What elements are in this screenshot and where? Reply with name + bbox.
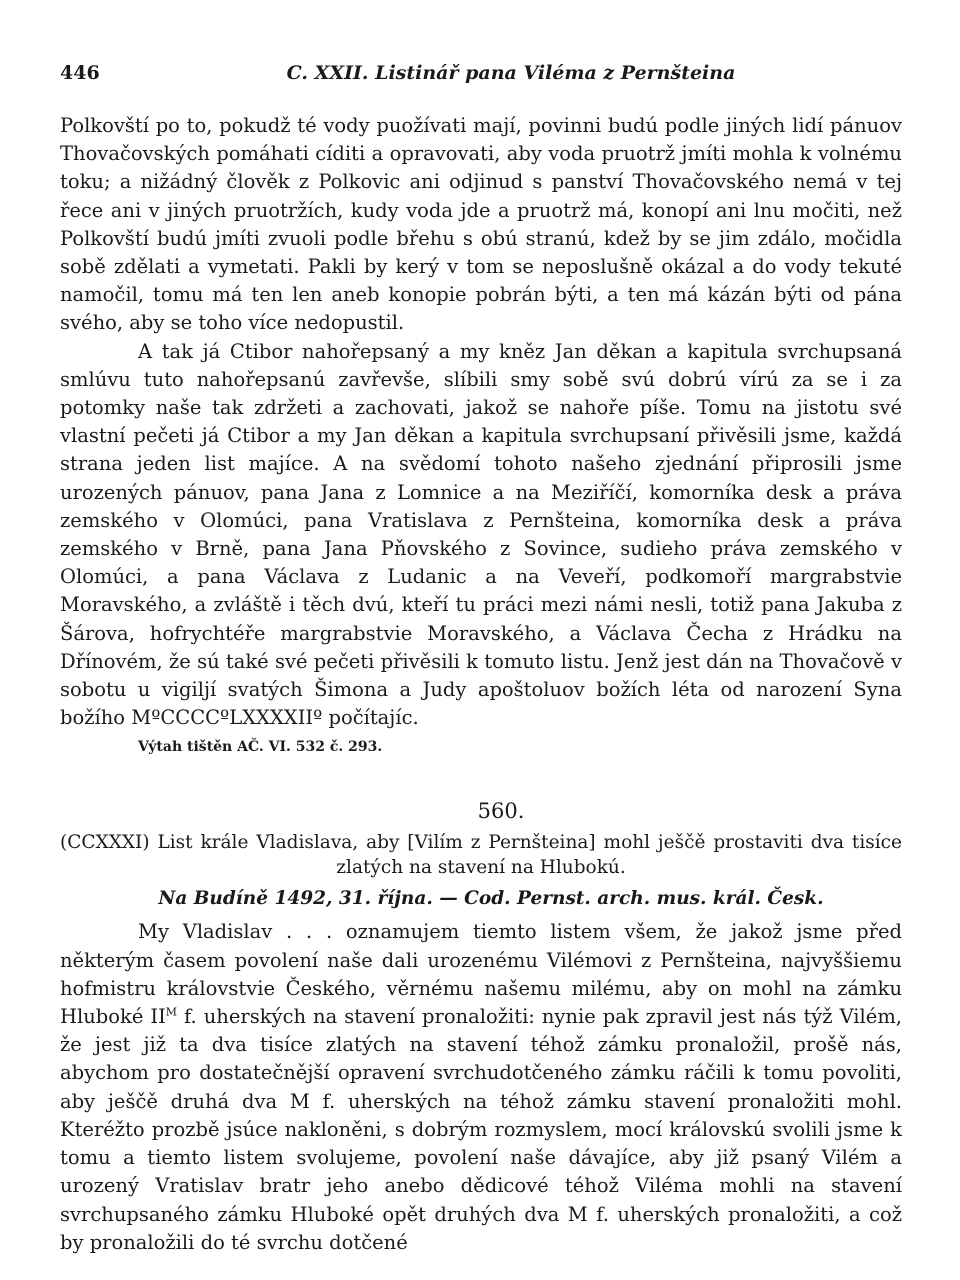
document-text-part-1: My Vladislav . . . oznamujem tiemto listem všem, že jakož jsme před některým časem povolení naše dali urozenému Vilémovi z Pernšteina, najvyššiemu hofmistru královstvie Českého, věrnému našemu milému, aby on mohl na zámku Hluboké II (60, 920, 902, 1029)
document-dating: Na Budíně 1492, 31. října. — Cod. Pernst. arch. mus. král. Česk. (158, 888, 824, 910)
document-text (60, 918, 902, 1256)
document-heading (60, 830, 902, 880)
document-heading-line-2: zlatých na stavení na Hlubokú. (336, 857, 626, 879)
paragraph-agreement: A tak já Ctibor nahořepsaný a my kněz Jan děkan a kapitula svrchupsaná smlúvu tuto nahořepsanú zavřevše, slíbili smy sobě svú dobrú vírú za se i za potomky naše tak zdržeti a zachovati, jakož se nahoře píše. Tomu na jistotu své vlastní pečeti já Ctibor a my Jan děkan a kapitula svrchupsaní přivěsili jsme, každá strana jeden list majíce. A na svědomí tohoto našeho zjednání připrosili jsme urozených pánuov, pana Jana z Lomnice a na Meziříčí, komorníka desk a práva zemského v Olomúci, pana Vratislava z Pernšteina, komorníka desk a práva zemského v Brně, pana Jana Pňovského z Sovince, sudieho práva zemského v Olomúci, a pana Václava z Ludanic a na Veveří, podkomoří margrabstvie Moravského, a zvláště i těch dvú, kteří tu práci mezi námi nesli, totiž pana Jakuba z Šárova, hofrychtéře margrabstvie Moravského, a Václava Čecha z Hrádku na Dřínovém, že sú také své pečeti přivěsili k tomuto listu. Jenž jest dán na Thovačově v sobotu u vigiljí svatých Šimona a Judy apoštoluov božích léta od narození Syna božího MºCCCCºLXXXXIIº počítajíc. (60, 339, 902, 730)
paragraph-continuation: Polkovští po to, pokudž té vody puožívati mají, povinni budú podle jiných lidí pánuov Thovačovských pomáhati cíditi a opravovati, aby voda pruotrž jmíti mohla k volnému toku; a nižádný člověk z Polkovic ani odjinud s panství Thovačovského nemá v tej řece ani v jiných pruotržích, kudy voda jde a pruotrž má, konopí ani lnu močiti, než Polkovští budú jmíti zvuoli podle břehu s obú stranú, kdež by se jim zdálo, močidla sobě zdělati a vymetati. Pakli by kerý v tom se neposlušně okázal a do vody tekuté namočil, tomu má ten len aneb konopie pobrán býti, a ten má kázán býti od pána svého, aby se toho více nedopustil. (60, 114, 902, 335)
page-body (60, 112, 902, 1257)
page-header (60, 62, 902, 90)
running-title: C. XXII. Listinář pana Viléma z Pernšteina (286, 62, 736, 84)
superscript-mark: M (165, 1005, 178, 1019)
page-number: 446 (60, 62, 100, 84)
source-note: Výtah tištěn AČ. VI. 532 č. 293. (138, 739, 383, 756)
document-heading-line-1: (CCXXXI) List krále Vladislava, aby [Vilím z Pernšteina] mohl ješčě prostaviti dva tisíce (60, 832, 902, 854)
document-text-part-2: f. uherských na stavení pronaložiti: nynie pak zpravil jest nás týž Vilém, že jest již ta dva tisíce zlatých na stavení téhož zámku pronaložil, prošě nás, abychom pro dostatečnější opravení svrchudotčeného zámku ráčili k tomu povoliti, aby ješčě druhá dva M f. uherských na téhož zámku stavení pronaložiti mohl. Kteréžto prozbě jsúce nakloněni, s dobrým rozmyslem, mocí královskú svolili jsme k tomu a tiemto listem svolujeme, povolení naše dávajíce, aby již psaný Vilém a urozený Vratislav bratr jeho anebo dědicové téhož Viléma mohli na stavení svrchupsaného zámku Hluboké opět druhých dva M f. uherských pronaložiti, a což by pronaložili do té svrchu dotčené (60, 1005, 903, 1254)
document-number: 560. (477, 799, 525, 824)
